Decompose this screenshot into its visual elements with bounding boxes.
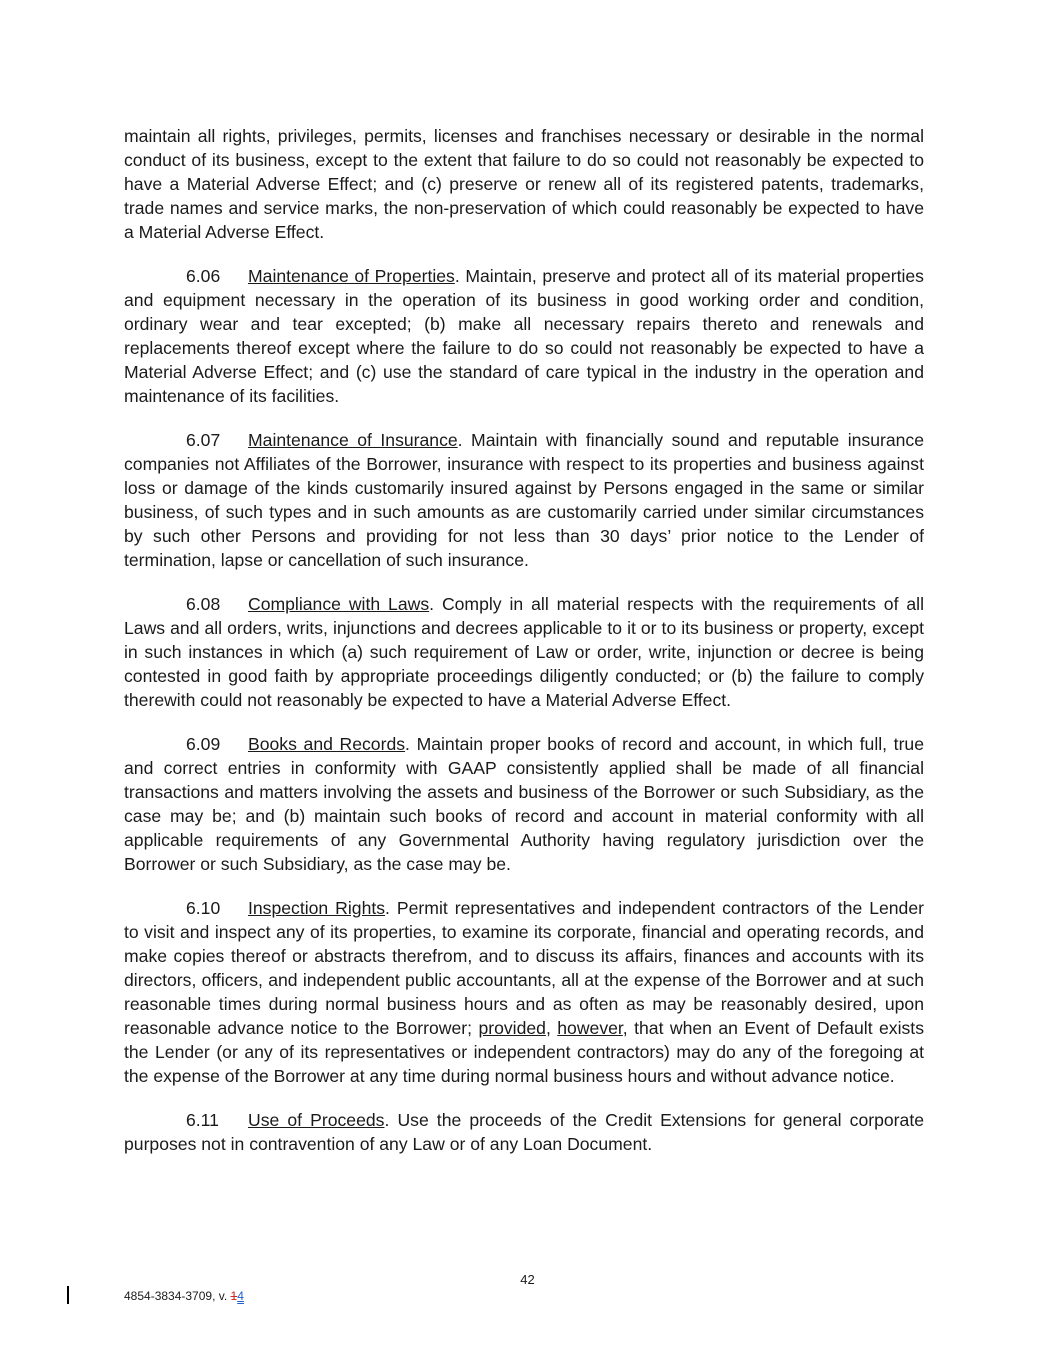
section-body: . Maintain proper books of record and account, in which full, true and correct entries in conformity with GAAP consistently applied shall be made of all financial transactions and matters involving the assets and business of the Borrower or such Subsidiary, as the case may be; and (b) maintain such books of record and account in material conformity with all applicable requirements of any Governmental Authority having regulatory jurisdiction over the Borrower or such Subsidiary, as the case may be. [124,734,924,874]
document-body [124,124,924,1176]
section-body: . Use the proceeds of the Credit Extensions for general corporate purposes not in contravention of any Law or of any Loan Document. [124,1110,924,1154]
revision-change-bar [67,1286,69,1304]
section-number: 6.08 [186,594,221,614]
section-heading: Maintenance of Properties [248,266,455,286]
section-number: 6.06 [186,266,221,286]
section-body: . Permit representatives and independent contractors of the Lender to visit and inspect any of its properties, to examine its corporate, financial and operating records, and make copies thereof or abstracts therefrom, and to discuss its affairs, finances and accounts with its directors, officers, and independent public accountants, all at the expense of the Borrower and at such reasonable times during normal business hours and as often as may be reasonably desired, upon reasonable advance notice to the Borrower; [124,898,924,1038]
section-heading: Maintenance of Insurance [248,430,458,450]
section-6-06 [124,264,924,408]
section-6-08 [124,592,924,712]
section-heading: Use of Proceeds [248,1110,385,1130]
version-inserted: 4 [237,1289,244,1303]
document-id [124,1288,244,1304]
section-number: 6.07 [186,430,221,450]
section-heading: Compliance with Laws [248,594,430,614]
section-heading: Inspection Rights [248,898,386,918]
section-number: 6.11 [186,1110,219,1130]
however-term: however [557,1018,623,1038]
section-6-11 [124,1108,924,1156]
section-6-09 [124,732,924,876]
section-6-10 [124,896,924,1088]
separator-comma: , [545,1018,558,1038]
section-number: 6.09 [186,734,221,754]
section-body: . Maintain, preserve and protect all of its material properties and equipment necessary in the operation of its business in good working order and condition, ordinary wear and tear excepted; (b) make all necessary repairs thereto and renewals and replacements thereof except where the failure to do so could not reasonably be expected to have a Material Adverse Effect; and (c) use the standard of care typical in the industry in the operation and maintenance of its facilities. [124,266,924,406]
provided-term: provided [478,1018,546,1038]
section-number: 6.10 [186,898,221,918]
section-6-07 [124,428,924,572]
section-body-continued: , that when an Event of Default exists the Lender (or any of its representatives or independent contractors) may do any of the foregoing at the expense of the Borrower at any time during normal business hours and without advance notice. [124,1018,924,1086]
section-body: . Maintain with financially sound and reputable insurance companies not Affiliates of the Borrower, insurance with respect to its properties and business against loss or damage of the kinds customarily insured against by Persons engaged in the same or similar business, of such types and in such amounts as are customarily carried under similar circumstances by such other Persons and providing for not less than 30 days’ prior notice to the Lender of termination, lapse or cancellation of such insurance. [124,430,924,570]
section-heading: Books and Records [248,734,406,754]
section-body: . Comply in all material respects with the requirements of all Laws and all orders, writs, injunctions and decrees applicable to it or to its business or property, except in such instances in which (a) such requirement of Law or order, write, injunction or decree is being contested in good faith by appropriate proceedings diligently conducted; or (b) the failure to comply therewith could not reasonably be expected to have a Material Adverse Effect. [124,594,924,710]
version-deleted: 1 [230,1289,238,1303]
page-number: 42 [520,1272,535,1287]
intro-paragraph: maintain all rights, privileges, permits, licenses and franchises necessary or desirable in the normal conduct of its business, except to the extent that failure to do so could not reasonably be expected to have a Material Adverse Effect; and (c) preserve or renew all of its registered patents, trademarks, trade names and service marks, the non-preservation of which could reasonably be expected to have a Material Adverse Effect. [124,126,924,242]
document-id-prefix: 4854-3834-3709, v. [124,1289,231,1303]
